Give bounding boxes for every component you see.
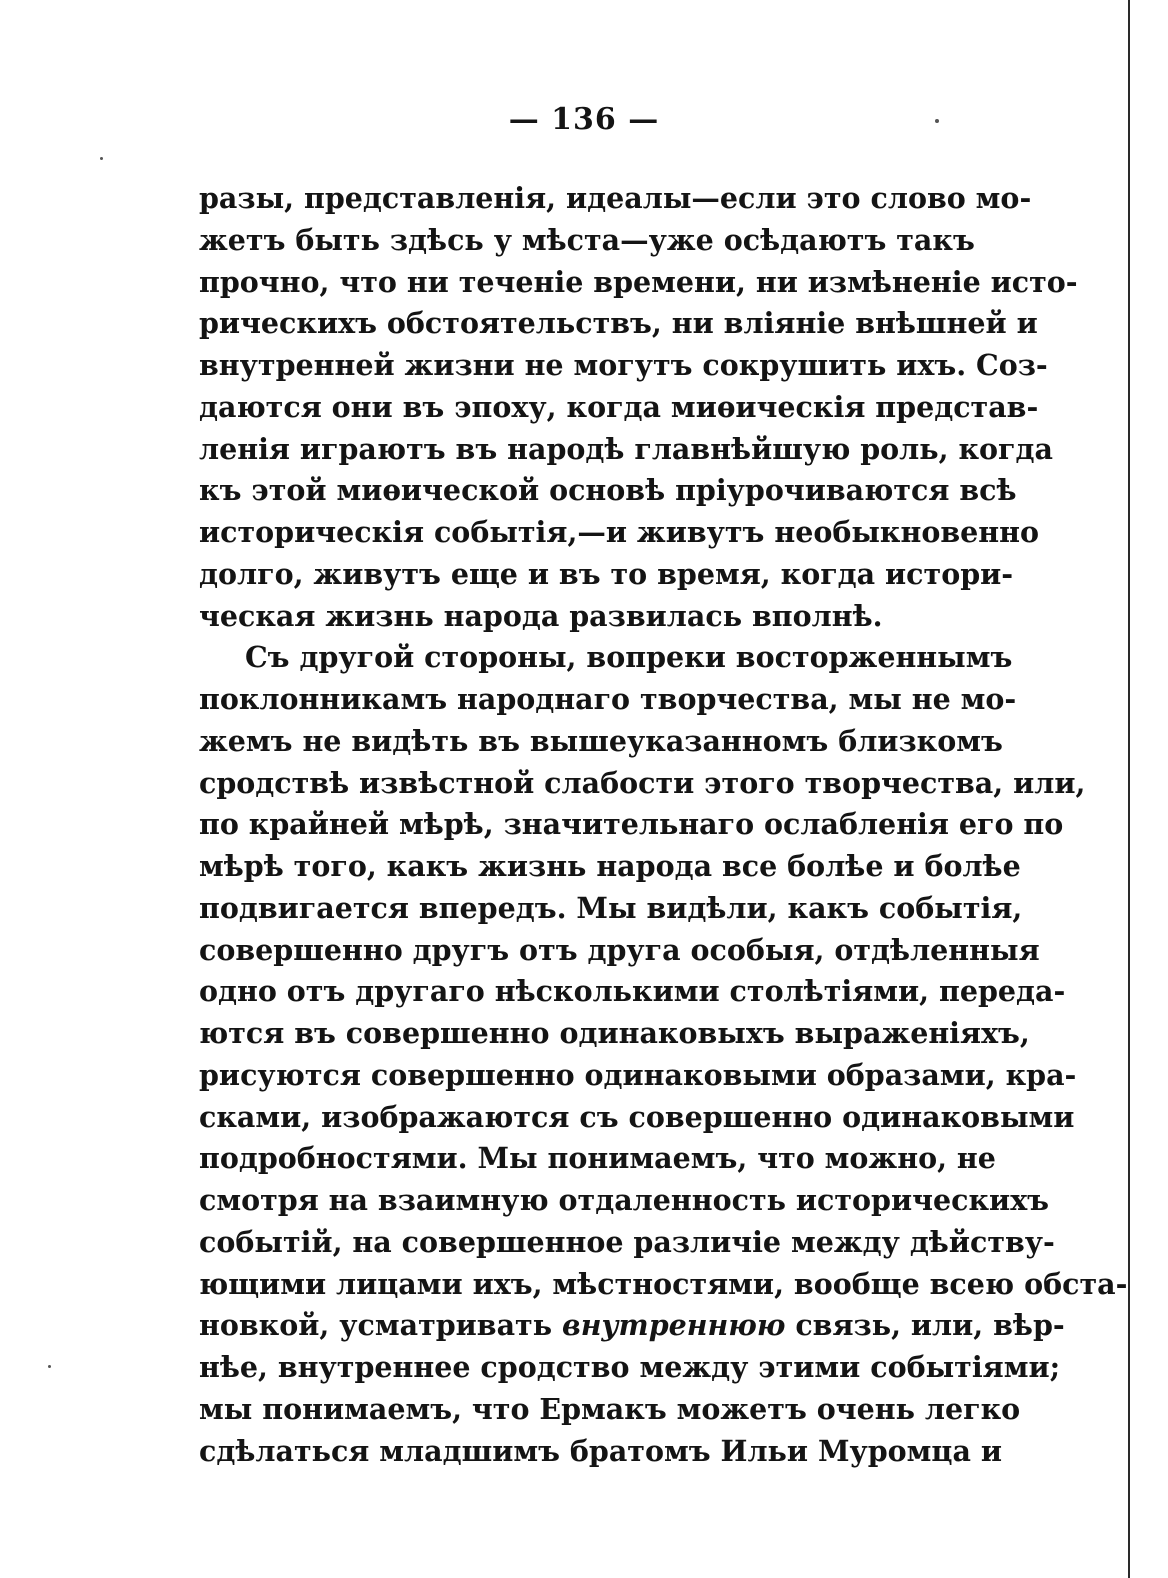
text-line: къ этой миѳической основѣ пріурочиваются всѣ [199,473,1017,508]
text-line: смотря на взаимную отдаленность историческихъ [199,1183,1050,1217]
page-number: — 136 — [508,102,660,137]
line-text-before: новкой, усматривать [199,1308,562,1343]
text-line: рисуются совершенно одинаковыми образами, кра- [199,1057,1077,1092]
text-line: ются въ совершенно одинаковыхъ выраженіяхъ, [199,1016,1030,1050]
text-line: историческія событія,—и живутъ необыкновенно [199,515,1040,549]
text-line: разы, представленія, идеалы—если это слово мо- [199,181,1032,215]
text-line-with-emphasis [199,1305,1065,1347]
text-line: одно отъ другаго нѣсколькими столѣтіями, переда- [199,974,1066,1009]
text-line: по крайней мѣрѣ, значительнаго ослабленія его по [199,807,1064,842]
text-line: прочно, что ни теченіе времени, ни измѣненіе исто- [199,264,1078,299]
text-line: сками, изображаются съ совершенно одинаковыми [199,1099,1075,1134]
text-line: совершенно другъ отъ друга особыя, отдѣленныя [199,932,1040,967]
text-line: долго, живутъ еще и въ то время, когда истори- [199,556,1014,591]
emphasized-word: внутреннюю [562,1308,786,1343]
paragraph-start-line: Съ другой стороны, вопреки восторженнымъ [245,640,1013,675]
text-line: сродствѣ извѣстной слабости этого творчества, или, [199,765,1086,800]
text-line: нѣе, внутреннее сродство между этими событіями; [199,1350,1061,1384]
text-line: ленія играютъ въ народѣ главнѣйшую роль, когда [199,431,1053,466]
text-line: мѣрѣ того, какъ жизнь народа все болѣе и болѣе [199,849,1021,883]
scan-speck [48,1365,51,1368]
paragraph-end-line: ческая жизнь народа развилась вполнѣ. [199,598,883,633]
scan-speck [100,157,103,160]
text-line: сдѣлаться младшимъ братомъ Ильи Муромца и [199,1433,1003,1468]
text-line: мы понимаемъ, что Ермакъ можетъ очень легко [199,1391,1021,1426]
page-edge-rule [1128,0,1130,1578]
text-line: рическихъ обстоятельствъ, ни вліяніе внѣшней и [199,306,1038,341]
text-line: внутренней жизни не могутъ сокрушить ихъ. Соз- [199,348,1048,382]
line-text-after: связь, или, вѣр- [785,1308,1065,1343]
text-line: жетъ быть здѣсь у мѣста—уже осѣдаютъ такъ [199,222,975,257]
text-line: ющими лицами ихъ, мѣстностями, вообще всею обста- [199,1266,1128,1301]
text-line: даются они въ эпоху, когда миѳическія представ- [199,389,1039,424]
text-line: поклонникамъ народнаго творчества, мы не мо- [199,682,1017,716]
text-line: событій, на совершенное различіе между дѣйству- [199,1224,1055,1259]
text-line: подробностями. Мы понимаемъ, что можно, не [199,1141,996,1176]
text-line: жемъ не видѣть въ вышеуказанномъ близкомъ [199,723,1003,758]
text-line: подвигается впередъ. Мы видѣли, какъ событія, [199,890,1023,925]
body-text [199,178,1128,1472]
